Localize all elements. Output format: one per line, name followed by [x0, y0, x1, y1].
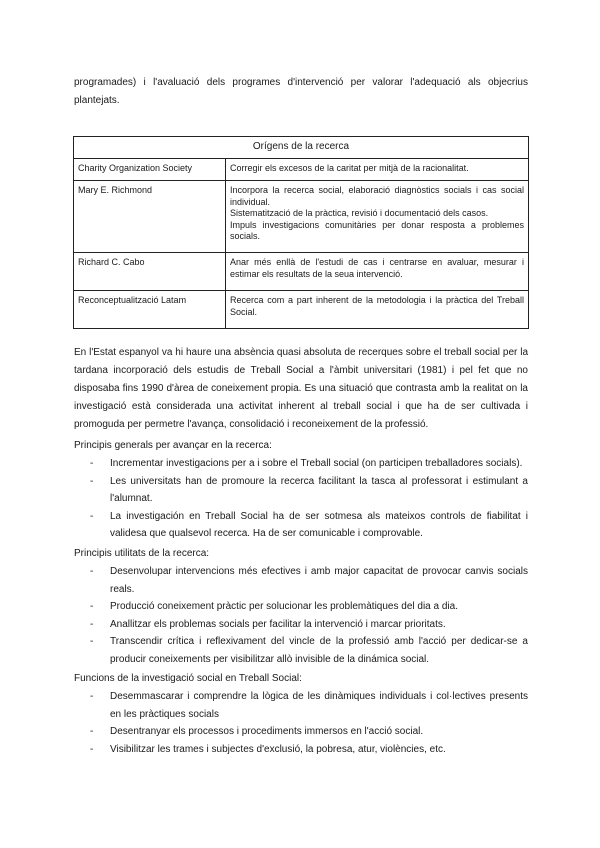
table-row [74, 181, 529, 253]
row-description [226, 253, 529, 291]
section-general-principles [74, 437, 528, 543]
row-description [226, 181, 529, 253]
row-name: Reconceptualització Latam [74, 291, 226, 329]
row-name: Charity Organization Society [74, 159, 226, 181]
bullet-list [74, 563, 528, 668]
dash-bullet: - [90, 475, 94, 487]
section-heading: Funcions de la investigació social en Treball Social: [74, 673, 302, 684]
body-paragraph: En l'Estat espanyol va hi haure una absència quasi absoluta de recerques sobre el treball social per la tardana incorporació dels estudis de Treball Social a l'àmbit universitari (1981) i pel fet que no disposaba fins 1990 d'àrea de coneixement propia. Es una situació que contrasta amb la realitat on la investigació està considerada una activitat inherent al treball social i que ha de ser cultivada i promoguda per permetre l'avança, consolidació i reconeixement de la professió. [74, 347, 528, 430]
table-row [74, 291, 529, 329]
list-item [74, 633, 528, 668]
list-item [74, 741, 528, 759]
list-item [74, 723, 528, 741]
row-description [226, 159, 529, 181]
list-item [74, 455, 528, 473]
list-item-text: Incrementar investigacions per a i sobre el Treball social (on participen treballadores socials). [110, 458, 523, 469]
dash-bullet: - [90, 458, 94, 469]
description-line: Sistematització de la pràctica, revisió i documentació dels casos. [230, 208, 489, 218]
bullet-list [74, 688, 528, 758]
dash-bullet: - [90, 601, 94, 612]
origins-table [73, 136, 529, 329]
table-title: Orígens de la recerca [74, 137, 529, 159]
dash-bullet: - [90, 510, 94, 522]
row-name: Richard C. Cabo [74, 253, 226, 291]
section-research-functions [74, 670, 528, 758]
list-item [74, 616, 528, 634]
dash-bullet: - [90, 691, 94, 702]
table-row [74, 159, 529, 181]
list-item [74, 508, 528, 543]
intro-paragraph: programades) i l'avaluació dels programes d'intervenció per valorar l'adequació als objecrius plantejats. [74, 77, 528, 106]
list-item-text: Anallitzar els problemas socials per facilitar la intervenció i marcar prioritats. [110, 618, 446, 630]
list-item-text: Visibilitzar les trames i subjectes d'exclusió, la pobresa, atur, violències, etc. [110, 743, 446, 755]
section-heading: Principis utilitats de la recerca: [74, 548, 210, 559]
section-heading: Principis generals per avançar en la recerca: [74, 440, 272, 451]
row-name: Mary E. Richmond [74, 181, 226, 253]
list-item-text: La investigación en Treball Social ha de ser sotmesa als mateixos controls de fiabilitat i validesa que qualsevol recerca. Ha de ser comunicable i comprovable. [110, 510, 528, 539]
dash-bullet: - [90, 743, 94, 755]
list-item-text: Desentranyar els processos i procediments immersos en l'acció social. [110, 726, 424, 737]
description-line: Recerca com a part inherent de la metodologia i la pràctica del Treball Social. [230, 295, 524, 317]
list-item-text: Desemmascarar i comprendre la lògica de les dinàmiques individuals i col·lectives presents en les pràctiques socials [110, 691, 528, 720]
list-item-text: Les universitats han de promoure la recerca facilitant la tasca al professorat i estimulant a l'alumnat. [110, 475, 528, 504]
list-item [74, 563, 528, 598]
description-line: Incorpora la recerca social, elaboració diagnòstics socials i cas social individual. [230, 185, 524, 207]
section-research-utilities [74, 545, 528, 668]
list-item-text: Transcendir crítica i reflexivament del vincle de la professió amb l'acció per dedicar-se a producir coneixements per visibilitzar allò invisible de la dinámica social. [110, 636, 528, 665]
list-item [74, 473, 528, 508]
list-item [74, 688, 528, 723]
description-line: Impuls investigacions comunitàries per donar resposta a problemes socials. [230, 219, 524, 241]
description-line: Corregir els excesos de la caritat per mitjà de la racionalitat. [230, 163, 469, 173]
list-item-text: Producció coneixement pràctic per solucionar les problemàtiques del dia a dia. [110, 601, 458, 612]
row-description [226, 291, 529, 329]
dash-bullet: - [90, 618, 94, 630]
dash-bullet: - [90, 636, 94, 647]
description-line: Anar més enllà de l'estudi de cas i centrarse en avaluar, mesurar i estimar els resultats de la seua intervenció. [230, 257, 524, 279]
dash-bullet: - [90, 726, 94, 737]
dash-bullet: - [90, 566, 94, 577]
bullet-list [74, 455, 528, 543]
list-item-text: Desenvolupar intervencions més efectives i amb major capacitat de provocar canvis socials reals. [110, 566, 528, 595]
table-header-row [74, 137, 529, 159]
list-item [74, 598, 528, 616]
table-row [74, 253, 529, 291]
